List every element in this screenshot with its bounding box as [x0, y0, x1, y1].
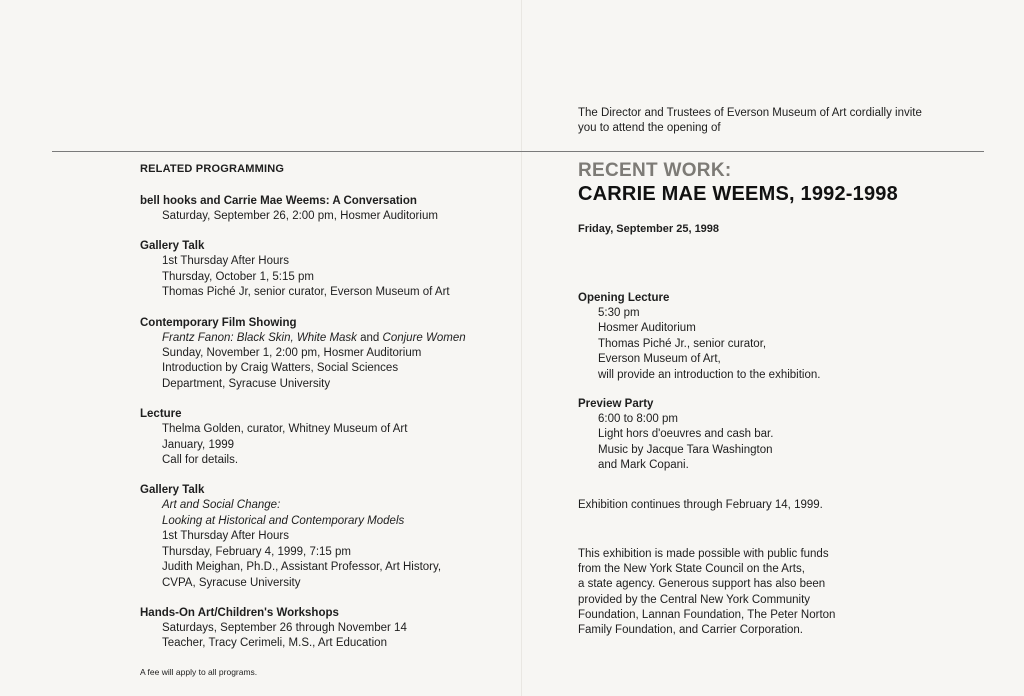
- film-title: Conjure Women: [382, 331, 466, 344]
- program-subtitle: Art and Social Change:: [162, 499, 281, 512]
- program-title: Gallery Talk: [140, 484, 205, 497]
- program-title: Gallery Talk: [140, 240, 205, 253]
- event-title: Preview Party: [578, 398, 654, 411]
- film-connector: and: [356, 331, 383, 344]
- program-detail: Teacher, Tracy Cerimeli, M.S., Art Education: [162, 637, 387, 650]
- event-block: [578, 291, 998, 383]
- page-fold: [521, 0, 522, 696]
- exhibition-label: RECENT WORK:: [578, 160, 732, 181]
- program-title: bell hooks and Carrie Mae Weems: A Conversation: [140, 195, 417, 207]
- support-line: provided by the Central New York Community: [578, 593, 811, 606]
- program-subtitle: Looking at Historical and Contemporary Models: [162, 514, 405, 527]
- related-programming-panel: [140, 163, 510, 677]
- program-title: Lecture: [140, 408, 182, 421]
- support-line: Foundation, Lannan Foundation, The Peter Norton: [578, 608, 836, 621]
- invitation-line: The Director and Trustees of Everson Museum of Art cordially invite: [578, 107, 922, 119]
- event-detail: and Mark Copani.: [598, 459, 689, 472]
- event-detail: Everson Museum of Art,: [598, 353, 721, 366]
- program-block: [140, 316, 510, 393]
- program-title: Contemporary Film Showing: [140, 316, 297, 329]
- program-block: [140, 239, 510, 300]
- fee-note: A fee will apply to all programs.: [140, 666, 258, 677]
- program-title: Hands-On Art/Children's Workshops: [140, 606, 339, 619]
- event-detail: Light hors d'oeuvres and cash bar.: [598, 428, 774, 441]
- event-detail: 5:30 pm: [598, 307, 640, 319]
- film-title: Frantz Fanon: Black Skin, White Mask: [162, 331, 357, 344]
- support-line: Family Foundation, and Carrier Corporation.: [578, 624, 803, 637]
- exhibition-panel: [578, 160, 998, 638]
- program-detail: January, 1999: [162, 438, 235, 451]
- invitation-text: [578, 106, 958, 136]
- program-detail: CVPA, Syracuse University: [162, 576, 301, 589]
- program-detail: Sunday, November 1, 2:00 pm, Hosmer Auditorium: [162, 347, 422, 360]
- support-line: a state agency. Generous support has also been: [578, 578, 826, 591]
- program-detail: Judith Meighan, Ph.D., Assistant Professor, Art History,: [162, 561, 442, 574]
- support-line: from the New York State Council on the Arts,: [578, 562, 805, 575]
- invitation-line: you to attend the opening of: [578, 122, 721, 134]
- support-credits: [578, 547, 998, 639]
- event-block: [578, 397, 998, 474]
- exhibition-date: Friday, September 25, 1998: [578, 223, 720, 235]
- program-detail: Saturdays, September 26 through November 14: [162, 621, 407, 634]
- program-block: [140, 606, 510, 652]
- program-detail: Call for details.: [162, 454, 239, 467]
- support-line: This exhibition is made possible with public funds: [578, 547, 829, 560]
- program-detail: Saturday, September 26, 2:00 pm, Hosmer Auditorium: [162, 210, 438, 222]
- event-detail: 6:00 to 8:00 pm: [598, 413, 678, 426]
- event-title: Opening Lecture: [578, 292, 670, 304]
- program-detail: Thomas Piché Jr, senior curator, Everson Museum of Art: [162, 286, 450, 299]
- program-detail: 1st Thursday After Hours: [162, 530, 289, 543]
- exhibition-continues: Exhibition continues through February 14, 1999.: [578, 498, 823, 511]
- program-detail: Introduction by Craig Watters, Social Sciences: [162, 362, 399, 375]
- exhibition-title: CARRIE MAE WEEMS, 1992-1998: [578, 183, 898, 205]
- divider-rule: [52, 151, 984, 152]
- program-block: [140, 407, 510, 468]
- program-detail: 1st Thursday After Hours: [162, 255, 289, 268]
- event-detail: will provide an introduction to the exhibition.: [598, 368, 821, 381]
- event-detail: Thomas Piché Jr., senior curator,: [598, 337, 767, 350]
- related-programming-heading: RELATED PROGRAMMING: [140, 163, 285, 175]
- program-detail: Thelma Golden, curator, Whitney Museum of Art: [162, 423, 408, 436]
- program-detail: Thursday, February 4, 1999, 7:15 pm: [162, 545, 351, 558]
- program-block: [140, 194, 510, 224]
- program-detail: Department, Syracuse University: [162, 377, 331, 390]
- event-detail: Music by Jacque Tara Washington: [598, 443, 773, 456]
- event-detail: Hosmer Auditorium: [598, 322, 696, 335]
- program-block: [140, 483, 510, 590]
- program-detail: Thursday, October 1, 5:15 pm: [162, 270, 314, 283]
- film-titles-line: [140, 331, 510, 346]
